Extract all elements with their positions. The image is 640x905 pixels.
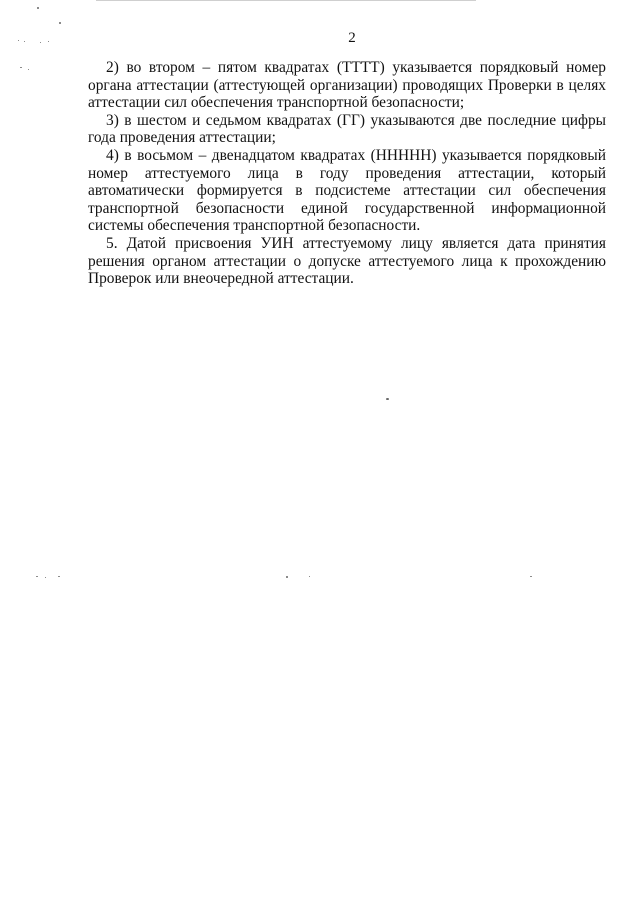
paragraph-item-3: 3) в шестом и седьмом квадратах (ГГ) указываются две последние цифры года проведения аттестации; xyxy=(88,111,606,147)
scan-speck xyxy=(40,42,41,43)
scan-speck xyxy=(18,40,19,41)
scan-speck xyxy=(24,41,25,42)
scan-speck xyxy=(58,576,60,577)
scan-speck xyxy=(286,576,288,578)
scan-speck xyxy=(20,67,22,68)
scan-speck xyxy=(309,576,310,577)
scan-speck xyxy=(530,576,532,577)
scan-top-edge xyxy=(96,0,476,1)
scan-speck xyxy=(36,576,38,577)
scan-speck xyxy=(28,69,29,70)
scan-speck xyxy=(386,398,389,400)
paragraph-clause-5: 5. Датой присвоения УИН аттестуемому лицу является дата принятия решения органом аттестации о допуске аттестуемого лица к прохождению Проверок или внеочередной аттестации. xyxy=(88,234,606,288)
paragraph-item-2: 2) во втором – пятом квадратах (ТТТТ) указывается порядковый номер органа аттестации (аттестующей организации) проводящих Проверки в целях аттестации сил обеспечения транспортной безопасности; xyxy=(88,59,606,112)
page-number: 2 xyxy=(348,30,356,46)
scan-speck xyxy=(48,41,49,42)
scan-speck xyxy=(37,7,39,9)
document-body xyxy=(88,59,606,288)
scan-speck xyxy=(59,22,61,24)
scan-speck xyxy=(45,577,46,578)
paragraph-item-4: 4) в восьмом – двенадцатом квадратах (ННННН) указывается порядковый номер аттестуемого лица в году проведения аттестации, который автоматически формируется в подсистеме аттестации сил обеспечения транспортной безопасности единой государственной информационной системы обеспечения транспортной безопасности. xyxy=(88,146,606,235)
